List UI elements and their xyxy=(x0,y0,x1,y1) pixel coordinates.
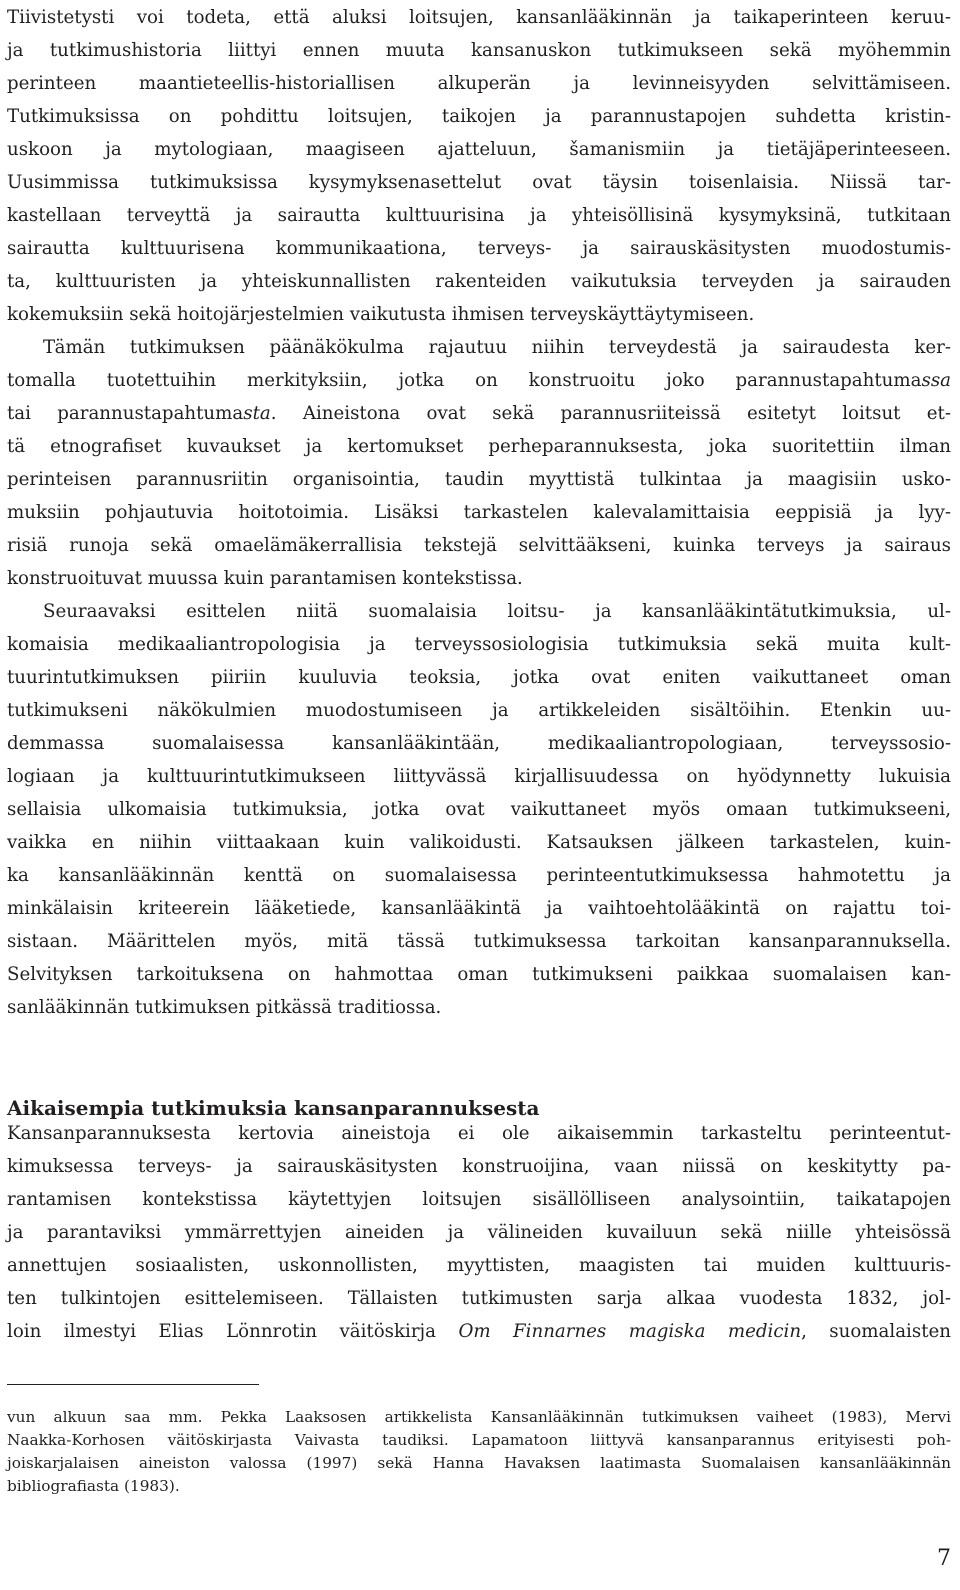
text-line: muksiin pohjautuvia hoitotoimia. Lisäksi tarkastelen kalevalamittaisia eeppisiä ja lyy- xyxy=(7,502,951,523)
text-line: logiaan ja kulttuurintutkimukseen liittyvässä kirjallisuudessa on hyödynnetty lukuisia xyxy=(7,766,951,787)
text-line: Tutkimuksissa on pohdittu loitsujen, taikojen ja parannustapojen suhdetta kristin- xyxy=(7,106,951,127)
text-line: kokemuksiin sekä hoitojärjestelmien vaikutusta ihmisen terveyskäyttäytymiseen. xyxy=(7,304,755,325)
footnote-line: bibliografiasta (1983). xyxy=(7,1477,180,1495)
footnote-line: Naakka-Korhosen väitöskirjasta Vaivasta taudiksi. Lapamatoon liittyvä kansanparannus erityisesti poh- xyxy=(7,1431,951,1449)
text-line: ten tulkintojen esittelemiseen. Tällaisten tutkimusten sarja alkaa vuodesta 1832, jol- xyxy=(7,1288,951,1309)
text-line: kimuksessa terveys- ja sairauskäsitysten konstruoijina, vaan niissä on keskitytty pa- xyxy=(7,1156,951,1177)
footnote-line: vun alkuun saa mm. Pekka Laaksosen artikkelista Kansanlääkinnän tutkimuksen vaiheet (1983), Mervi xyxy=(7,1408,951,1426)
text-line: tai parannustapahtumasta. Aineistona ovat sekä parannusriiteissä esitetyt loitsut et- xyxy=(7,403,951,424)
text-line: Seuraavaksi esittelen niitä suomalaisia loitsu- ja kansanlääkintätutkimuksia, ul- xyxy=(43,601,951,622)
text-line: sellaisia ulkomaisia tutkimuksia, jotka ovat vaikuttaneet myös omaan tutkimukseeni, xyxy=(7,799,951,820)
text-line: kastellaan terveyttä ja sairautta kulttuurisina ja yhteisöllisinä kysymyksinä, tutkitaan xyxy=(7,205,951,226)
text-line: Tiivistetysti voi todeta, että aluksi loitsujen, kansanlääkinnän ja taikaperinteen keruu- xyxy=(7,7,951,28)
text-line: risiä runoja sekä omaelämäkerrallisia tekstejä selvittääkseni, kuinka terveys ja sairaus xyxy=(7,535,951,556)
text-line: tomalla tuotettuihin merkityksiin, jotka on konstruoitu joko parannustapahtumassa xyxy=(7,370,951,391)
text-line: perinteen maantieteellis-historiallisen alkuperän ja levinneisyyden selvittämiseen. xyxy=(7,73,951,94)
text-line: demmassa suomalaisessa kansanlääkintään, medikaaliantropologiaan, terveyssosio- xyxy=(7,733,951,754)
text-line: Tämän tutkimuksen päänäkökulma rajautuu niihin terveydestä ja sairaudesta ker- xyxy=(43,337,951,358)
text-line: tä etnografiset kuvaukset ja kertomukset perheparannuksesta, joka suoritettiin ilman xyxy=(7,436,951,457)
section-heading: Aikaisempia tutkimuksia kansanparannuksesta xyxy=(7,1096,540,1120)
text-line: minkälaisin kriteerein lääketiede, kansanlääkintä ja vaihtoehtolääkintä on rajattu toi- xyxy=(7,898,951,919)
footnote-line: joiskarjalaisen aineiston valossa (1997) sekä Hanna Havaksen laatimasta Suomalaisen kansanlääkinnän xyxy=(7,1454,951,1472)
text-line: Kansanparannuksesta kertovia aineistoja ei ole aikaisemmin tarkasteltu perinteentut- xyxy=(7,1123,951,1144)
text-line: rantamisen kontekstissa käytettyjen loitsujen sisällölliseen analysointiin, taikatapojen xyxy=(7,1189,951,1210)
text-line: Uusimmissa tutkimuksissa kysymyksenasettelut ovat täysin toisenlaisia. Niissä tar- xyxy=(7,172,951,193)
text-line: tutkimukseni näkökulmien muodostumiseen ja artikkeleiden sisältöihin. Etenkin uu- xyxy=(7,700,951,721)
page-number: 7 xyxy=(937,1546,951,1571)
text-line: sistaan. Määrittelen myös, mitä tässä tutkimuksessa tarkoitan kansanparannuksella. xyxy=(7,931,951,952)
text-line: loin ilmestyi Elias Lönnrotin väitöskirja Om Finnarnes magiska medicin, suomalaisten xyxy=(7,1321,951,1342)
text-line: vaikka en niihin viittaakaan kuin valikoidusti. Katsauksen jälkeen tarkastelen, kuin- xyxy=(7,832,951,853)
text-line: tuurintutkimuksen piiriin kuuluvia teoksia, jotka ovat eniten vaikuttaneet oman xyxy=(7,667,951,688)
text-line: ka kansanlääkinnän kenttä on suomalaisessa perinteentutkimuksessa hahmotettu ja xyxy=(7,865,951,886)
text-line: Selvityksen tarkoituksena on hahmottaa oman tutkimukseni paikkaa suomalaisen kan- xyxy=(7,964,951,985)
text-line: ta, kulttuuristen ja yhteiskunnallisten rakenteiden vaikutuksia terveyden ja sairauden xyxy=(7,271,951,292)
text-line: ja parantaviksi ymmärrettyjen aineiden ja välineiden kuvailuun sekä niille yhteisössä xyxy=(7,1222,951,1243)
text-line: uskoon ja mytologiaan, maagiseen ajatteluun, šamanismiin ja tietäjäperinteeseen. xyxy=(7,139,951,160)
text-line: ja tutkimushistoria liittyi ennen muuta kansanuskon tutkimukseen sekä myöhemmin xyxy=(7,40,951,61)
text-line: sanlääkinnän tutkimuksen pitkässä traditiossa. xyxy=(7,997,442,1018)
text-line: perinteisen parannusriitin organisointia, taudin myyttistä tulkintaa ja maagisiin usko- xyxy=(7,469,951,490)
text-line: konstruoituvat muussa kuin parantamisen kontekstissa. xyxy=(7,568,523,589)
text-line: sairautta kulttuurisena kommunikaationa, terveys- ja sairauskäsitysten muodostumis- xyxy=(7,238,951,259)
text-line: komaisia medikaaliantropologisia ja terveyssosiologisia tutkimuksia sekä muita kult- xyxy=(7,634,951,655)
footnote-separator xyxy=(7,1384,259,1385)
text-line: annettujen sosiaalisten, uskonnollisten, myyttisten, maagisten tai muiden kulttuuris- xyxy=(7,1255,951,1276)
